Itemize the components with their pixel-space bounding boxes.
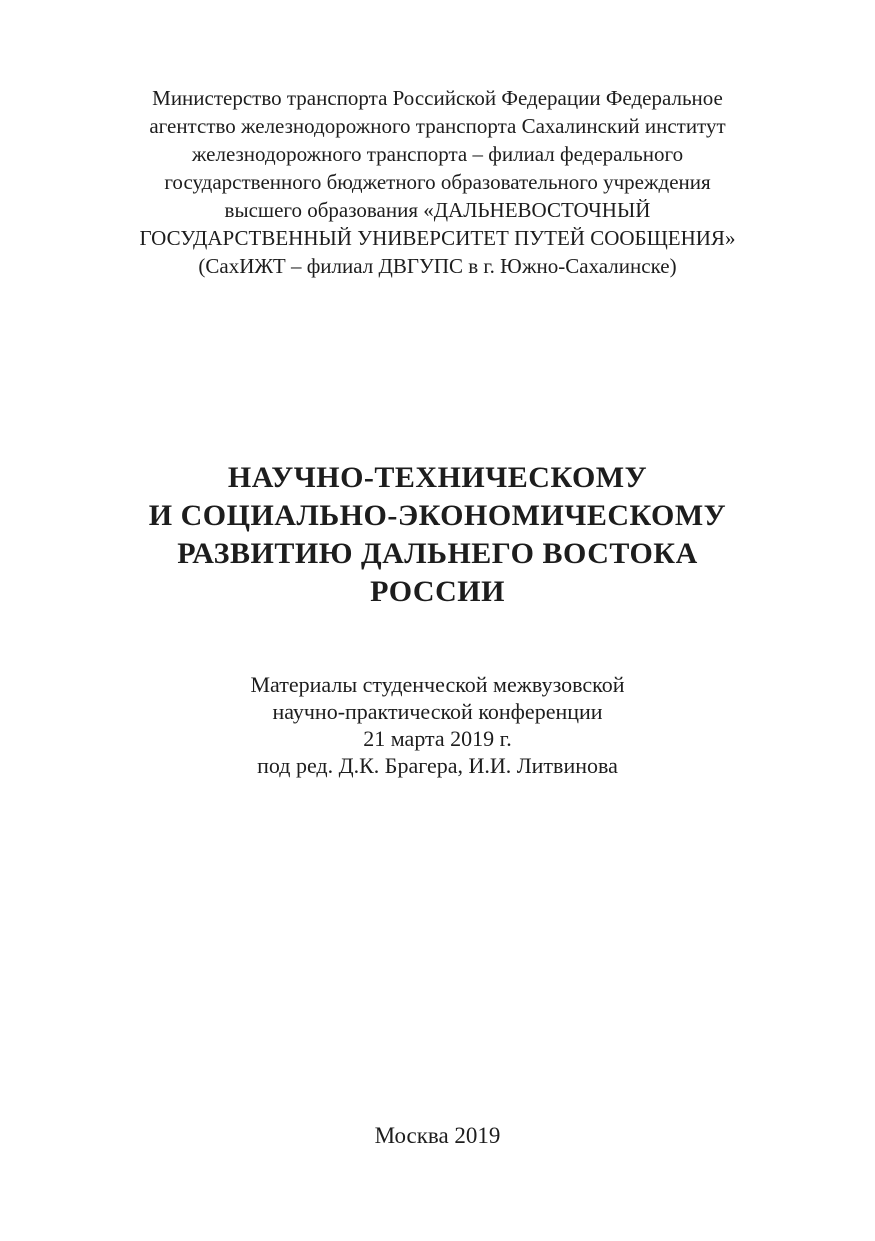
book-title-line: НАУЧНО-ТЕХНИЧЕСКОМУ [227, 461, 648, 494]
institution-header-line: Министерство транспорта Российской Федерации Федеральное [152, 86, 723, 110]
imprint [0, 1122, 875, 1150]
conference-subtitle-line: научно-практической конференции [272, 699, 603, 724]
conference-date-line: 21 марта 2019 г. [363, 726, 512, 751]
conference-subtitle [0, 671, 875, 779]
editors-line: под ред. Д.К. Брагера, И.И. Литвинова [257, 753, 618, 778]
conference-subtitle-line: Материалы студенческой межвузовской [250, 672, 625, 697]
institution-header-line: агентство железнодорожного транспорта Сахалинский институт [149, 114, 726, 138]
institution-header-line: (СахИЖТ – филиал ДВГУПС в г. Южно-Сахалинске) [198, 254, 677, 278]
book-title-line: РОССИИ [370, 575, 505, 608]
book-title-line: И СОЦИАЛЬНО-ЭКОНОМИЧЕСКОМУ [148, 499, 727, 532]
book-title-line: РАЗВИТИЮ ДАЛЬНЕГО ВОСТОКА [177, 537, 698, 570]
imprint-text: Москва 2019 [374, 1123, 501, 1148]
institution-header-line: ГОСУДАРСТВЕННЫЙ УНИВЕРСИТЕТ ПУТЕЙ СООБЩЕНИЯ» [139, 226, 736, 250]
institution-header [0, 84, 875, 280]
institution-header-line: государственного бюджетного образовательного учреждения [164, 170, 711, 194]
book-title [0, 459, 875, 611]
institution-header-line: железнодорожного транспорта – филиал федерального [191, 142, 684, 166]
institution-header-line: высшего образования «ДАЛЬНЕВОСТОЧНЫЙ [224, 198, 651, 222]
